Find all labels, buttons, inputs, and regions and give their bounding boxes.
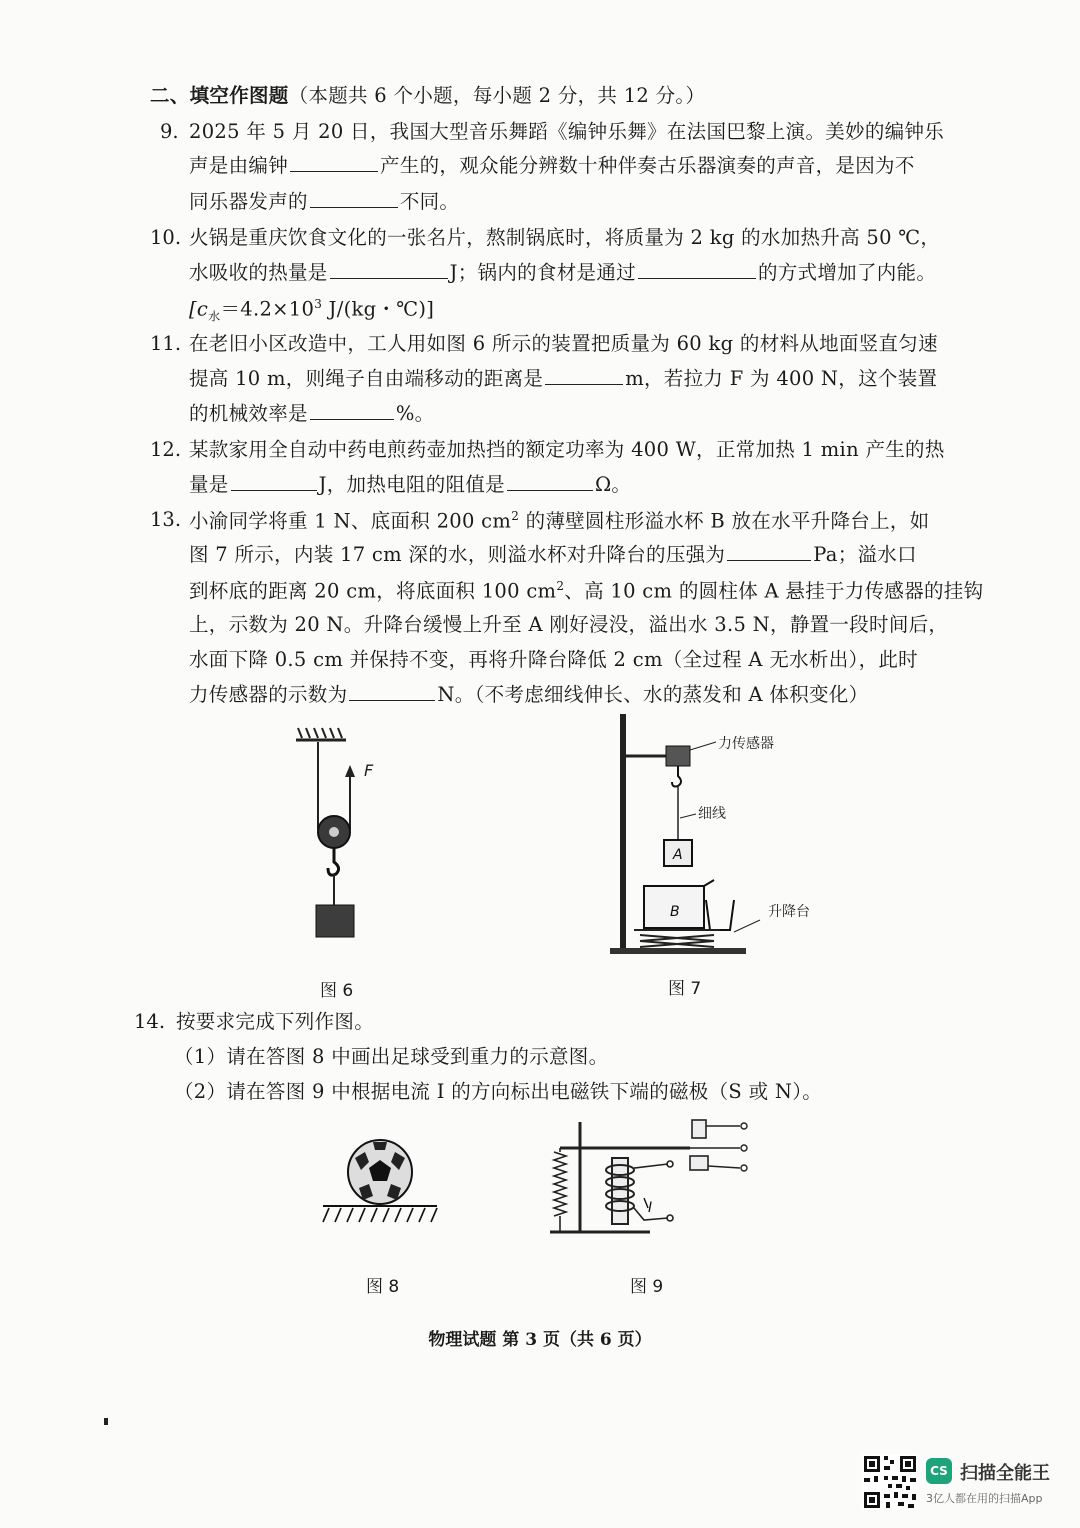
camscanner-logo-icon: CS — [926, 1458, 952, 1484]
q14-part1: （1）请在答图 8 中画出足球受到重力的示意图。 — [174, 1045, 609, 1068]
q13-blank1[interactable] — [727, 546, 811, 561]
q10-number: 10. — [150, 226, 182, 249]
q11-line3: 的机械效率是 %。 — [189, 402, 435, 425]
stand-pole — [620, 714, 626, 950]
iron-core — [612, 1158, 628, 1224]
q11-line2: 提高 10 m，则绳子自由端移动的距离是 m，若拉力 F 为 400 N，这个装置 — [189, 367, 938, 390]
force-sensor — [666, 746, 690, 766]
sensor-hook — [672, 766, 681, 787]
q13-line5: 水面下降 0.5 cm 并保持不变，再将升降台降低 2 cm（全过程 A 无水析出），此时 — [189, 648, 918, 671]
spout — [704, 880, 714, 886]
q12-number: 12. — [150, 438, 182, 461]
figure-8-football — [315, 1130, 445, 1240]
q9-blank2[interactable] — [310, 193, 398, 208]
qr-code-icon — [862, 1454, 918, 1510]
thread-label: 细线 — [698, 806, 726, 822]
ground-hatch — [323, 1208, 437, 1222]
cylinder-A-label: A — [673, 847, 683, 863]
upper-contact — [692, 1120, 706, 1138]
stand-base — [610, 948, 746, 954]
q10-blank1[interactable] — [330, 264, 448, 279]
q13-line2: 图 7 所示，内装 17 cm 深的水，则溢水杯对升降台的压强为 Pa；溢水口 — [189, 543, 917, 566]
q13-line4: 上，示数为 20 N。升降台缓慢上升至 A 刚好浸没，溢出水 3.5 N，静置一段时间后， — [189, 613, 949, 636]
q12-blank1[interactable] — [231, 476, 317, 491]
section-note: （本题共 6 个小题，每小题 2 分，共 12 分。） — [288, 84, 706, 107]
current-label: I — [648, 1200, 653, 1216]
force-arrow-head — [345, 765, 355, 777]
section-title: 二、填空作图题 — [150, 84, 289, 107]
fig6-caption: 图 6 — [320, 981, 354, 1001]
fig9-caption: 图 9 — [630, 1277, 664, 1297]
q11-blank1[interactable] — [545, 370, 623, 385]
q14-title: 按要求完成下列作图。 — [176, 1010, 375, 1033]
spring — [554, 1152, 566, 1216]
q10-line3: [$c_水=4.2\times 10^3$ J/(kg・℃)] — [189, 297, 435, 324]
figure-9-relay — [540, 1112, 770, 1252]
fig8-caption: 图 8 — [366, 1277, 400, 1297]
ceiling-hatch — [298, 728, 342, 738]
q13-line3: 到杯底的距离 20 cm，将底面积 100 $cm^2$、高 10 cm 的圆柱体 A 悬挂于力传感器的挂钩 — [189, 579, 984, 603]
q12-line1: 某款家用全自动中药电煎药壶加热挡的额定功率为 400 W，正常加热 1 min 产生的热 — [189, 438, 945, 461]
fig7-caption: 图 7 — [668, 979, 702, 999]
q11-line1: 在老旧小区改造中，工人用如图 6 所示的装置把质量为 60 kg 的材料从地面竖直匀速 — [189, 332, 938, 355]
lift-label: 升降台 — [768, 904, 810, 920]
q14-number: 14. — [134, 1010, 166, 1033]
q13-line1: 小渝同学将重 1 N、底面积 200 $cm^2$ 的薄壁圆柱形溢水杯 B 放在水平升降台上，如 — [189, 509, 930, 533]
q12-blank2[interactable] — [507, 476, 593, 491]
load-block — [316, 905, 354, 937]
q13-line6: 力传感器的示数为 N。（不考虑细线伸长、水的蒸发和 A 体积变化） — [189, 683, 869, 706]
coil-wire-top — [634, 1164, 668, 1168]
page-footer: 物理试题 第 3 页（共 6 页） — [428, 1330, 652, 1350]
camscanner-tagline: 3亿人都在用的扫描App — [926, 1492, 1043, 1505]
sensor-label: 力传感器 — [718, 736, 774, 752]
q13-number: 13. — [150, 508, 182, 531]
q13-blank2[interactable] — [349, 686, 435, 701]
q10-line2: 水吸收的热量是 J；锅内的食材是通过 的方式增加了内能。 — [189, 261, 937, 284]
q14-part2: （2）请在答图 9 中根据电流 I 的方向标出电磁铁下端的磁极（S 或 N）。 — [174, 1080, 823, 1103]
lower-contact — [690, 1156, 708, 1170]
figure-7-apparatus — [600, 710, 840, 970]
beaker — [706, 900, 734, 930]
camscanner-brand: 扫描全能王 — [960, 1463, 1050, 1484]
q9-line3: 同乐器发声的 不同。 — [189, 190, 460, 213]
force-label: F — [364, 761, 374, 780]
lift-platform — [634, 930, 720, 947]
q9-blank1[interactable] — [290, 157, 378, 172]
hook — [328, 848, 339, 875]
q9-line2: 声是由编钟 产生的，观众能分辨数十种伴奏古乐器演奏的声音，是因为不 — [189, 154, 915, 177]
q9-line1: 2025 年 5 月 20 日，我国大型音乐舞蹈《编钟乐舞》在法国巴黎上演。美妙的编钟乐 — [189, 120, 945, 143]
scan-speck — [104, 1418, 108, 1425]
q10-line1: 火锅是重庆饮食文化的一张名片，熬制锅底时，将质量为 2 kg 的水加热升高 50 ℃， — [189, 226, 941, 249]
q11-blank2[interactable] — [310, 405, 394, 420]
q12-line2: 量是 J，加热电阻的阻值是 Ω。 — [189, 473, 632, 496]
pulley-axle — [329, 827, 339, 837]
q11-number: 11. — [150, 332, 182, 355]
figure-6-pulley — [280, 720, 400, 950]
camscanner-watermark — [862, 1454, 1062, 1514]
q10-blank2[interactable] — [638, 264, 756, 279]
section-heading — [150, 86, 705, 106]
cup-B-label: B — [670, 904, 680, 920]
q9-number: 9. — [160, 120, 179, 143]
